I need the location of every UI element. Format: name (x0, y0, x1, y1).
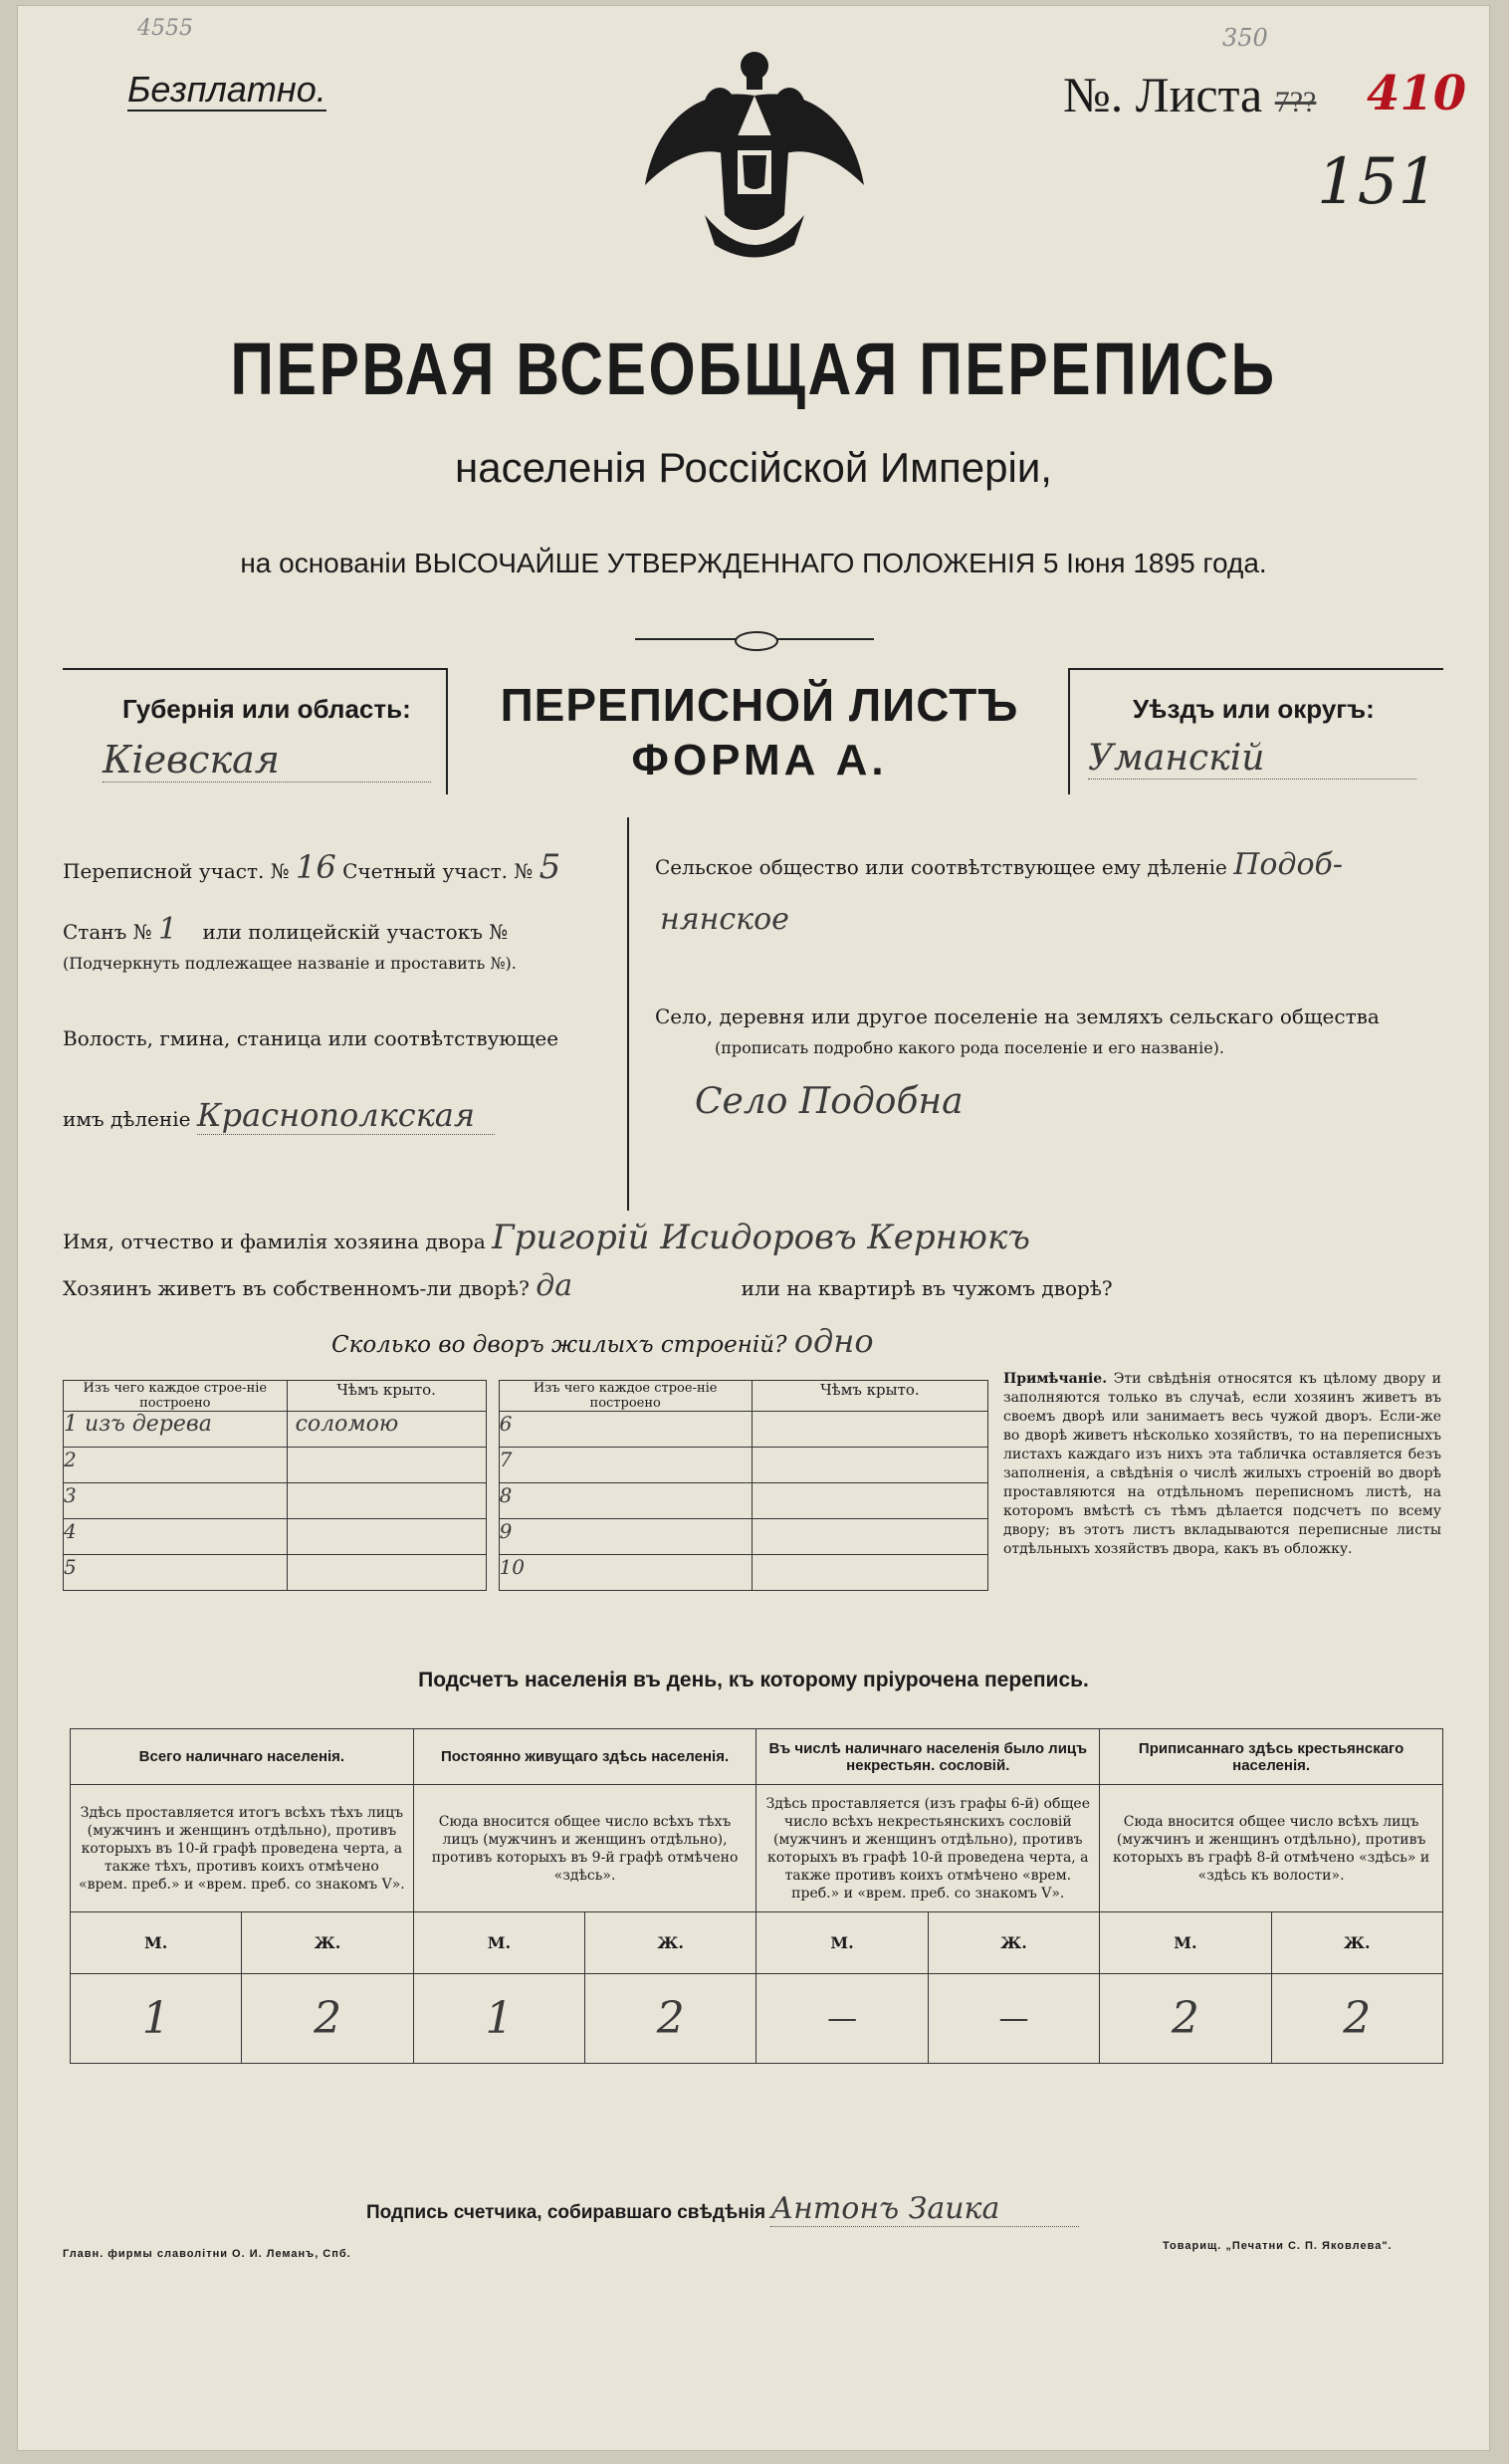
struck-number: 7?? (1274, 86, 1317, 118)
pop-col-1-title: Всего наличнаго населенія. (71, 1729, 414, 1785)
counter-signature: Антонъ Заика (770, 2191, 1079, 2227)
form-type: ФОРМА А. (631, 736, 888, 784)
fields-divider (627, 817, 629, 1211)
table-row (64, 1555, 988, 1591)
col-material-right: Изъ чего каждое строе-ніе построено (499, 1381, 752, 1412)
buildings-value: одно (793, 1322, 874, 1360)
pop-col-2-title: Постоянно живущаго здѣсь населенія. (413, 1729, 756, 1785)
pop-col-4-title: Приписаннаго здѣсь крестьянскаго населенія. (1100, 1729, 1443, 1785)
count-district-value: 5 (539, 847, 561, 887)
stan-label: Станъ № (63, 920, 152, 944)
pop-m-value-2: 1 (413, 1974, 584, 2064)
col-roof-right: Чѣмъ крыто. (752, 1381, 987, 1412)
sheet-number-handwritten: 151 (1317, 145, 1439, 219)
village-value: Село Подобна (695, 1081, 964, 1122)
building-row-4: 4 (64, 1519, 288, 1555)
society-line (655, 847, 1343, 882)
gubernia-value: Кіевская (103, 738, 431, 783)
printer-left: Главн. фирмы славолітни О. И. Леманъ, Спб. (63, 2248, 351, 2260)
society-value-1: Подоб- (1233, 847, 1343, 882)
underline-note: (Подчеркнуть подлежащее названіе и проставить №). (63, 954, 517, 973)
table-row (64, 1519, 988, 1555)
form-header-box (63, 668, 1441, 792)
pop-f-label-4: Ж. (1271, 1912, 1442, 1974)
main-title: ПЕРВАЯ ВСЕОБЩАЯ ПЕРЕПИСЬ (230, 328, 1277, 410)
building-roof-1: соломою (287, 1412, 486, 1448)
census-district-label: Переписной участ. № (63, 859, 290, 883)
pop-col-1-desc: Здѣсь проставляется итогъ всѣхъ тѣхъ лицъ (мужчинъ и женщинъ отдѣльно), противъ которыхъ въ 10-й графѣ проведена черта, а также тѣхъ, противъ коихъ отмѣчено «врем. преб.» и «врем. преб. со знакомъ V». (71, 1785, 414, 1912)
pop-f-value-4: 2 (1271, 1974, 1442, 2064)
pop-m-label-1: М. (71, 1912, 242, 1974)
stan-line (63, 912, 508, 947)
pop-f-value-3: — (928, 1974, 1099, 2064)
sheet-number-label (1063, 66, 1316, 123)
building-row-10: 10 (499, 1555, 752, 1591)
building-row-7: 7 (499, 1448, 752, 1483)
volost-label-2: имъ дѣленіе (63, 1107, 191, 1131)
pop-f-label-3: Ж. (928, 1912, 1099, 1974)
pop-f-value-1: 2 (242, 1974, 413, 2064)
ornament-divider (635, 631, 874, 647)
signature-line (366, 2191, 1079, 2227)
form-title: ПЕРЕПИСНОЙ ЛИСТЪ (500, 679, 1019, 731)
subtitle: населенія Россійской Имперіи, (455, 444, 1052, 491)
police-label: или полицейскій участокъ № (202, 920, 509, 944)
volost-value: Краснополкская (197, 1096, 495, 1135)
pop-m-label-2: М. (413, 1912, 584, 1974)
col-roof-left: Чѣмъ крыто. (287, 1381, 486, 1412)
remark-title: Примѣчаніе. (1003, 1371, 1108, 1387)
free-label: Безплатно. (127, 69, 326, 110)
census-sheet (18, 6, 1489, 2450)
owner-name-value: Григорій Исидоровъ Кернюкъ (492, 1218, 1030, 1257)
building-row-8: 8 (499, 1483, 752, 1519)
table-row (64, 1483, 988, 1519)
building-row-5: 5 (64, 1555, 288, 1591)
sheet-number-text: №. Листа (1063, 67, 1263, 122)
printer-right: Товарищ. „Печатни С. П. Яковлева". (1163, 2240, 1393, 2252)
signature-label: Подпись счетчика, собиравшаго свѣдѣнія (366, 2202, 766, 2223)
count-district-label: Счетный участ. № (342, 859, 534, 883)
pop-m-label-4: М. (1100, 1912, 1271, 1974)
owner-lives-line (63, 1268, 1113, 1303)
pop-m-value-3: — (756, 1974, 928, 2064)
pop-f-label-1: Ж. (242, 1912, 413, 1974)
table-row (64, 1412, 988, 1448)
census-district-value: 16 (296, 848, 336, 886)
society-label: Сельское общество или соотвѣтствующее ему дѣленіе (655, 855, 1227, 879)
district-line (63, 847, 560, 887)
table-row (64, 1448, 988, 1483)
pop-m-label-3: М. (756, 1912, 928, 1974)
pop-col-3-title: Въ числѣ наличнаго населенія было лицъ некрестьян. сословій. (756, 1729, 1100, 1785)
pop-col-4-desc: Сюда вносится общее число всѣхъ лицъ (мужчинъ и женщинъ отдѣльно), противъ которыхъ въ графѣ 8-й отмѣчено «здѣсь» и «здѣсь къ волости». (1100, 1785, 1443, 1912)
volost-line (63, 1096, 495, 1134)
village-note: (прописать подробно какого рода поселеніе и его названіе). (715, 1038, 1224, 1057)
pop-m-value-1: 1 (71, 1974, 242, 2064)
pop-col-3-desc: Здѣсь проставляется (изъ графы 6-й) общее число всѣхъ некрестьянскихъ сословій (мужчинъ и женщинъ отдѣльно), противъ которыхъ въ графѣ 10-й проведена черта, а также противъ коихъ отмѣчено «врем. преб.» и «врем. преб. со знакомъ V». (756, 1785, 1100, 1912)
building-row-2: 2 (64, 1448, 288, 1483)
stan-value: 1 (158, 912, 178, 947)
basis-line: на основаніи ВЫСОЧАЙШЕ УТВЕРЖДЕННАГО ПОЛОЖЕНІЯ 5 Іюня 1895 года. (240, 548, 1267, 578)
sheet-number-red: 410 (1367, 66, 1467, 121)
building-material-6: 6 (499, 1412, 752, 1448)
owner-lives-label: Хозяинъ живетъ въ собственномъ-ли дворѣ? (63, 1276, 530, 1300)
buildings-label: Сколько во дворъ жилыхъ строеній? (331, 1332, 787, 1358)
pop-f-label-2: Ж. (585, 1912, 756, 1974)
building-material-1: 1 изъ дерева (64, 1412, 288, 1448)
building-row-9: 9 (499, 1519, 752, 1555)
uezd-label: Уѣздъ или округъ: (1133, 694, 1375, 724)
pencil-mark-right: 350 (1222, 24, 1268, 52)
society-value-2: нянское (660, 902, 789, 937)
population-heading: Подсчетъ населенія въ день, къ которому пріурочена перепись. (418, 1669, 1089, 1691)
uezd-value: Уманскій (1088, 738, 1416, 780)
population-table (70, 1728, 1443, 2064)
pop-col-2-desc: Сюда вносится общее число всѣхъ тѣхъ лицъ (мужчинъ и женщинъ отдѣльно), противъ которыхъ въ 9-й графѣ отмѣчено «здѣсь». (413, 1785, 756, 1912)
owner-name-line (63, 1218, 1030, 1257)
gubernia-label: Губернія или область: (122, 694, 411, 724)
owner-lives-value: да (536, 1268, 573, 1303)
buildings-line (331, 1322, 874, 1360)
building-row-3: 3 (64, 1483, 288, 1519)
owner-rent-label: или на квартирѣ въ чужомъ дворѣ? (741, 1276, 1113, 1300)
pop-f-value-2: 2 (585, 1974, 756, 2064)
col-material-left: Изъ чего каждое строе-ніе построено (64, 1381, 288, 1412)
remark-text: Эти свѣдѣнія относятся къ цѣлому двору и заполняются только въ случаѣ, если хозяинъ живетъ въ своемъ дворѣ или занимаетъ весь чужой дворъ. Если-же во дворѣ живетъ нѣсколько хозяйствъ, то на переписныхъ листахъ каждаго изъ нихъ эта табличка оставляется безъ заполненія, а свѣдѣнія о числѣ жилыхъ строеній во дворѣ проставляются на отдѣльномъ переписномъ листѣ, на которомъ вмѣстѣ съ тѣмъ дѣлается подсчетъ по всему двору; въ этотъ листъ вкладываются переписные листы отдѣльныхъ хозяйствъ двора, какъ въ обложку. (1003, 1371, 1441, 1557)
buildings-table (63, 1380, 988, 1591)
pencil-mark-left: 4555 (137, 16, 193, 41)
remark-block (1003, 1370, 1441, 1559)
village-label: Село, деревня или другое поселеніе на земляхъ сельскаго общества (655, 1005, 1380, 1028)
owner-name-label: Имя, отчество и фамилія хозяина двора (63, 1230, 486, 1253)
pop-m-value-4: 2 (1100, 1974, 1271, 2064)
imperial-eagle-emblem (635, 46, 874, 275)
volost-label: Волость, гмина, станица или соотвѣтствующее (63, 1026, 559, 1050)
